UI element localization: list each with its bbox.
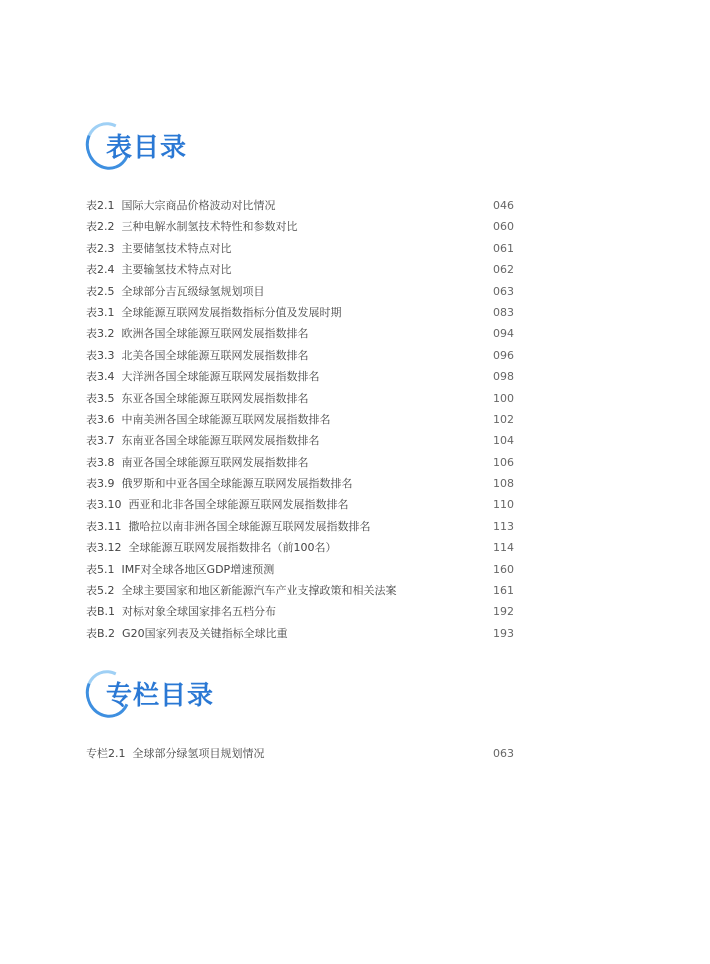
toc-row-table-5-2[interactable] [86, 580, 514, 601]
toc-entry-title: 俄罗斯和中亚各国全球能源互联网发展指数排名 [121, 477, 353, 491]
toc-row-table-3-6[interactable] [86, 409, 514, 430]
toc-entry-title: 全球部分绿氢项目规划情况 [132, 747, 265, 760]
toc-row-table-3-9[interactable] [86, 473, 514, 494]
toc-entry-number: 表3.4 [86, 370, 115, 384]
toc-entry-number: 表3.3 [86, 348, 115, 362]
toc-entry-page: 063 [493, 747, 514, 760]
toc-entry-title: G20国家列表及关键指标全球比重 [122, 626, 288, 640]
columns-toc-list [86, 743, 514, 764]
toc-entry-page: 098 [493, 370, 514, 384]
toc-row-table-3-10[interactable] [86, 494, 514, 515]
toc-entry-number: 表B.1 [86, 605, 116, 619]
toc-entry-number: 表3.5 [86, 391, 115, 405]
toc-entry-title: 对标对象全球国家排名五档分布 [122, 605, 277, 619]
toc-entry-title: 东南亚各国全球能源互联网发展指数排名 [121, 434, 320, 448]
tables-toc-list [86, 195, 514, 644]
toc-row-table-3-11[interactable] [86, 516, 514, 537]
toc-row-table-3-12[interactable] [86, 537, 514, 558]
toc-entry-page: 063 [493, 284, 514, 298]
toc-entry-title: 全球部分吉瓦级绿氢规划项目 [121, 284, 265, 298]
toc-entry-page: 096 [493, 348, 514, 362]
toc-entry-number: 表3.6 [86, 412, 115, 426]
toc-entry-number: 表3.9 [86, 477, 115, 491]
toc-entry-number: 表3.12 [86, 541, 122, 555]
toc-entry-number: 表3.8 [86, 455, 115, 469]
toc-entry-title: 三种电解水制氢技术特性和参数对比 [121, 220, 298, 234]
toc-entry-page: 110 [493, 498, 514, 512]
toc-row-table-2-1[interactable] [86, 195, 514, 216]
toc-entry-number: 表2.4 [86, 263, 115, 277]
columns-section-heading [86, 670, 386, 730]
toc-entry-number: 专栏2.1 [86, 747, 126, 760]
toc-entry-number: 表2.3 [86, 241, 115, 255]
toc-entry-page: 061 [493, 241, 514, 255]
toc-entry-title: 欧洲各国全球能源互联网发展指数排名 [121, 327, 309, 341]
toc-entry-page: 060 [493, 220, 514, 234]
toc-entry-page: 192 [493, 605, 514, 619]
toc-row-table-2-3[interactable] [86, 238, 514, 259]
toc-entry-title: 西亚和北非各国全球能源互联网发展指数排名 [128, 498, 349, 512]
tables-section-heading [86, 122, 386, 182]
toc-row-table-2-2[interactable] [86, 216, 514, 237]
toc-entry-page: 161 [493, 584, 514, 598]
toc-entry-title: 撒哈拉以南非洲各国全球能源互联网发展指数排名 [128, 519, 371, 533]
toc-entry-number: 表5.2 [86, 584, 115, 598]
toc-row-table-b-1[interactable] [86, 601, 514, 622]
toc-entry-page: 113 [493, 519, 514, 533]
toc-entry-title: 中南美洲各国全球能源互联网发展指数排名 [121, 412, 331, 426]
columns-section-title: 专栏目录 [106, 681, 215, 711]
toc-entry-page: 106 [493, 455, 514, 469]
toc-entry-number: 表3.7 [86, 434, 115, 448]
toc-entry-page: 094 [493, 327, 514, 341]
toc-row-table-2-5[interactable] [86, 281, 514, 302]
toc-entry-number: 表2.2 [86, 220, 115, 234]
toc-entry-title: 主要输氢技术特点对比 [121, 263, 232, 277]
toc-entry-title: IMF对全球各地区GDP增速预测 [121, 562, 275, 576]
toc-entry-number: 表5.1 [86, 562, 115, 576]
toc-entry-page: 102 [493, 412, 514, 426]
toc-entry-number: 表3.1 [86, 305, 115, 319]
toc-entry-number: 表2.5 [86, 284, 115, 298]
toc-entry-page: 193 [493, 626, 514, 640]
toc-entry-page: 046 [493, 199, 514, 212]
toc-entry-number: 表3.10 [86, 498, 122, 512]
toc-row-table-3-7[interactable] [86, 430, 514, 451]
toc-row-table-3-5[interactable] [86, 388, 514, 409]
toc-row-table-3-2[interactable] [86, 323, 514, 344]
toc-entry-title: 主要储氢技术特点对比 [121, 241, 232, 255]
toc-entry-title: 全球主要国家和地区新能源汽车产业支撑政策和相关法案 [121, 584, 397, 598]
toc-row-table-b-2[interactable] [86, 623, 514, 644]
toc-row-table-3-8[interactable] [86, 452, 514, 473]
toc-entry-title: 东亚各国全球能源互联网发展指数排名 [121, 391, 309, 405]
toc-entry-number: 表2.1 [86, 199, 115, 212]
toc-entry-page: 104 [493, 434, 514, 448]
toc-entry-title: 国际大宗商品价格波动对比情况 [121, 199, 276, 212]
toc-entry-page: 083 [493, 305, 514, 319]
toc-row-table-5-1[interactable] [86, 559, 514, 580]
toc-entry-number: 表3.2 [86, 327, 115, 341]
toc-entry-number: 表B.2 [86, 626, 116, 640]
toc-row-table-3-1[interactable] [86, 302, 514, 323]
toc-entry-page: 108 [493, 477, 514, 491]
toc-entry-title: 北美各国全球能源互联网发展指数排名 [121, 348, 309, 362]
toc-entry-number: 表3.11 [86, 519, 122, 533]
toc-entry-title: 全球能源互联网发展指数指标分值及发展时期 [121, 305, 342, 319]
toc-entry-page: 062 [493, 263, 514, 277]
toc-entry-title: 全球能源互联网发展指数排名（前100名） [128, 541, 337, 555]
toc-entry-page: 160 [493, 562, 514, 576]
toc-entry-page: 114 [493, 541, 514, 555]
toc-entry-page: 100 [493, 391, 514, 405]
toc-entry-title: 大洋洲各国全球能源互联网发展指数排名 [121, 370, 320, 384]
toc-entry-title: 南亚各国全球能源互联网发展指数排名 [121, 455, 309, 469]
toc-row-column-2-1[interactable] [86, 743, 514, 764]
toc-row-table-2-4[interactable] [86, 259, 514, 280]
toc-row-table-3-3[interactable] [86, 345, 514, 366]
toc-row-table-3-4[interactable] [86, 366, 514, 387]
tables-section-title: 表目录 [106, 133, 188, 163]
